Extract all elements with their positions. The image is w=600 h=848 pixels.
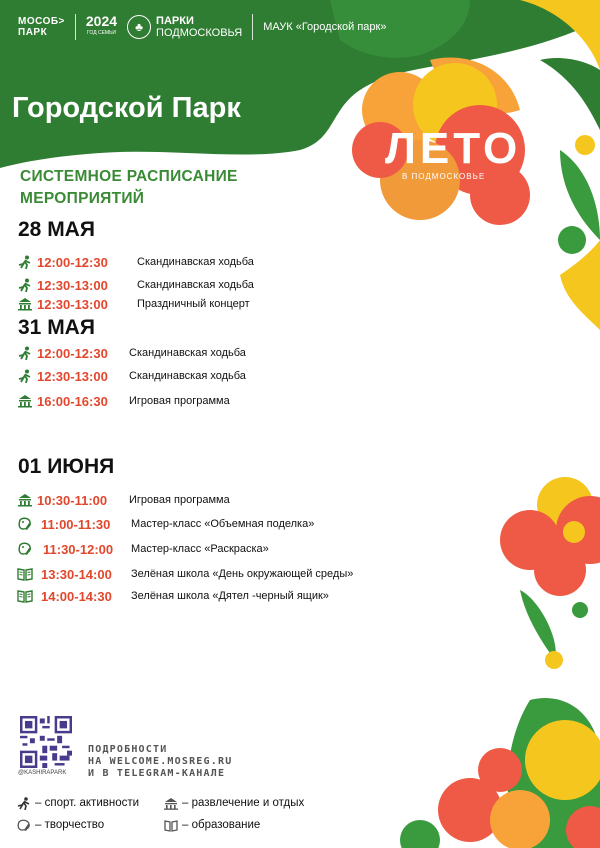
park-emblem-icon: ♣ bbox=[127, 15, 151, 39]
schedule-row bbox=[16, 344, 246, 362]
mosoblpark-logo-line2: ПАРК bbox=[18, 27, 48, 38]
subtitle-line-2: МЕРОПРИЯТИЙ bbox=[20, 190, 145, 207]
subtitle-line-1: СИСТЕМНОЕ РАСПИСАНИЕ bbox=[20, 168, 238, 185]
event-title: Скандинавская ходьба bbox=[137, 279, 254, 291]
event-time: 12:00-12:30 bbox=[37, 345, 108, 361]
divider bbox=[75, 14, 76, 40]
divider bbox=[252, 14, 253, 40]
legend-item-education bbox=[163, 818, 260, 832]
legend-item-sport bbox=[16, 796, 139, 810]
entertainment-icon bbox=[163, 796, 179, 810]
entertainment-icon bbox=[16, 393, 34, 409]
details-line-3: И В TELEGRAM-КАНАЛЕ bbox=[88, 768, 226, 779]
event-time: 12:30-13:00 bbox=[37, 277, 108, 293]
event-time: 11:30-12:00 bbox=[43, 541, 114, 557]
event-time: 14:00-14:30 bbox=[41, 588, 112, 604]
event-time: 12:30-13:00 bbox=[37, 368, 108, 384]
sport-icon bbox=[16, 796, 32, 810]
year-of-family-logo bbox=[86, 15, 117, 39]
parks-logo-line1: ПАРКИ bbox=[156, 15, 194, 27]
schedule-row bbox=[16, 392, 230, 410]
parks-podmoskovya-logo bbox=[127, 15, 242, 39]
day-heading: 28 МАЯ bbox=[18, 218, 95, 241]
legend-item-entertainment bbox=[163, 796, 304, 810]
event-title: Мастер-класс «Объемная поделка» bbox=[131, 518, 315, 530]
education-icon bbox=[16, 588, 34, 604]
schedule-row bbox=[16, 491, 230, 509]
page-title: Городской Парк bbox=[12, 92, 241, 124]
details-line-1: ПОДРОБНОСТИ bbox=[88, 744, 168, 755]
sport-icon bbox=[16, 277, 34, 293]
event-time: 13:30-14:00 bbox=[41, 566, 112, 582]
schedule-row bbox=[16, 515, 315, 533]
event-time: 10:30-11:00 bbox=[37, 492, 108, 508]
legend-label: – спорт. активности bbox=[35, 797, 140, 809]
mosoblpark-logo-line1: МОСОБ> bbox=[18, 16, 65, 27]
schedule-row bbox=[16, 565, 354, 583]
legend-label: – творчество bbox=[35, 819, 105, 831]
parks-logo-line2: ПОДМОСКОВЬЯ bbox=[156, 27, 243, 39]
event-title: Скандинавская ходьба bbox=[129, 347, 246, 359]
education-icon bbox=[163, 818, 179, 832]
year-logo-sub: ГОД СЕМЬИ bbox=[86, 30, 116, 36]
event-title: Зелёная школа «Дятел -черный ящик» bbox=[131, 590, 329, 602]
sport-icon bbox=[16, 345, 34, 361]
details-line-2: НА WELCOME.MOSREG.RU bbox=[88, 756, 233, 767]
event-time: 12:30-13:00 bbox=[37, 296, 108, 312]
event-time: 11:00-11:30 bbox=[41, 516, 111, 532]
details-info bbox=[88, 744, 232, 780]
event-time: 16:00-16:30 bbox=[37, 393, 108, 409]
event-title: Скандинавская ходьба bbox=[129, 370, 246, 382]
event-title: Мастер-класс «Раскраска» bbox=[131, 543, 269, 555]
header-logos bbox=[18, 12, 386, 42]
legend-label: – образование bbox=[182, 819, 261, 831]
schedule-row bbox=[16, 295, 250, 313]
year-logo-number: 2024 bbox=[85, 13, 118, 29]
entertainment-icon bbox=[16, 296, 34, 312]
education-icon bbox=[16, 566, 34, 582]
legend-label: – развлечение и отдых bbox=[182, 797, 305, 809]
event-time: 12:00-12:30 bbox=[37, 254, 108, 270]
schedule-row bbox=[16, 540, 269, 558]
day-heading: 31 МАЯ bbox=[18, 316, 95, 339]
event-title: Праздничный концерт bbox=[137, 298, 250, 310]
event-title: Игровая программа bbox=[129, 494, 230, 506]
creativity-icon bbox=[16, 516, 34, 532]
schedule-row bbox=[16, 367, 246, 385]
entertainment-icon bbox=[16, 492, 34, 508]
schedule-row bbox=[16, 276, 254, 294]
legend-item-creativity bbox=[16, 818, 104, 832]
creativity-icon bbox=[16, 818, 32, 832]
event-title: Игровая программа bbox=[129, 395, 230, 407]
event-title: Скандинавская ходьба bbox=[137, 256, 254, 268]
sport-icon bbox=[16, 254, 34, 270]
sport-icon bbox=[16, 368, 34, 384]
event-title: Зелёная школа «День окружающей среды» bbox=[131, 568, 354, 580]
mosoblpark-logo bbox=[18, 16, 65, 38]
schedule-row bbox=[16, 587, 329, 605]
creativity-icon bbox=[16, 541, 34, 557]
leto-logo-text: ЛЕТО bbox=[385, 124, 522, 173]
leto-logo-subtitle: В ПОДМОСКОВЬЕ bbox=[402, 172, 486, 181]
day-heading: 01 ИЮНЯ bbox=[18, 455, 115, 478]
schedule-row bbox=[16, 253, 254, 271]
organization-name: МАУК «Городской парк» bbox=[263, 21, 387, 33]
schedule-subtitle bbox=[20, 166, 238, 210]
qr-code[interactable] bbox=[20, 716, 72, 768]
qr-caption: @KASHIRAPARK bbox=[18, 770, 67, 776]
